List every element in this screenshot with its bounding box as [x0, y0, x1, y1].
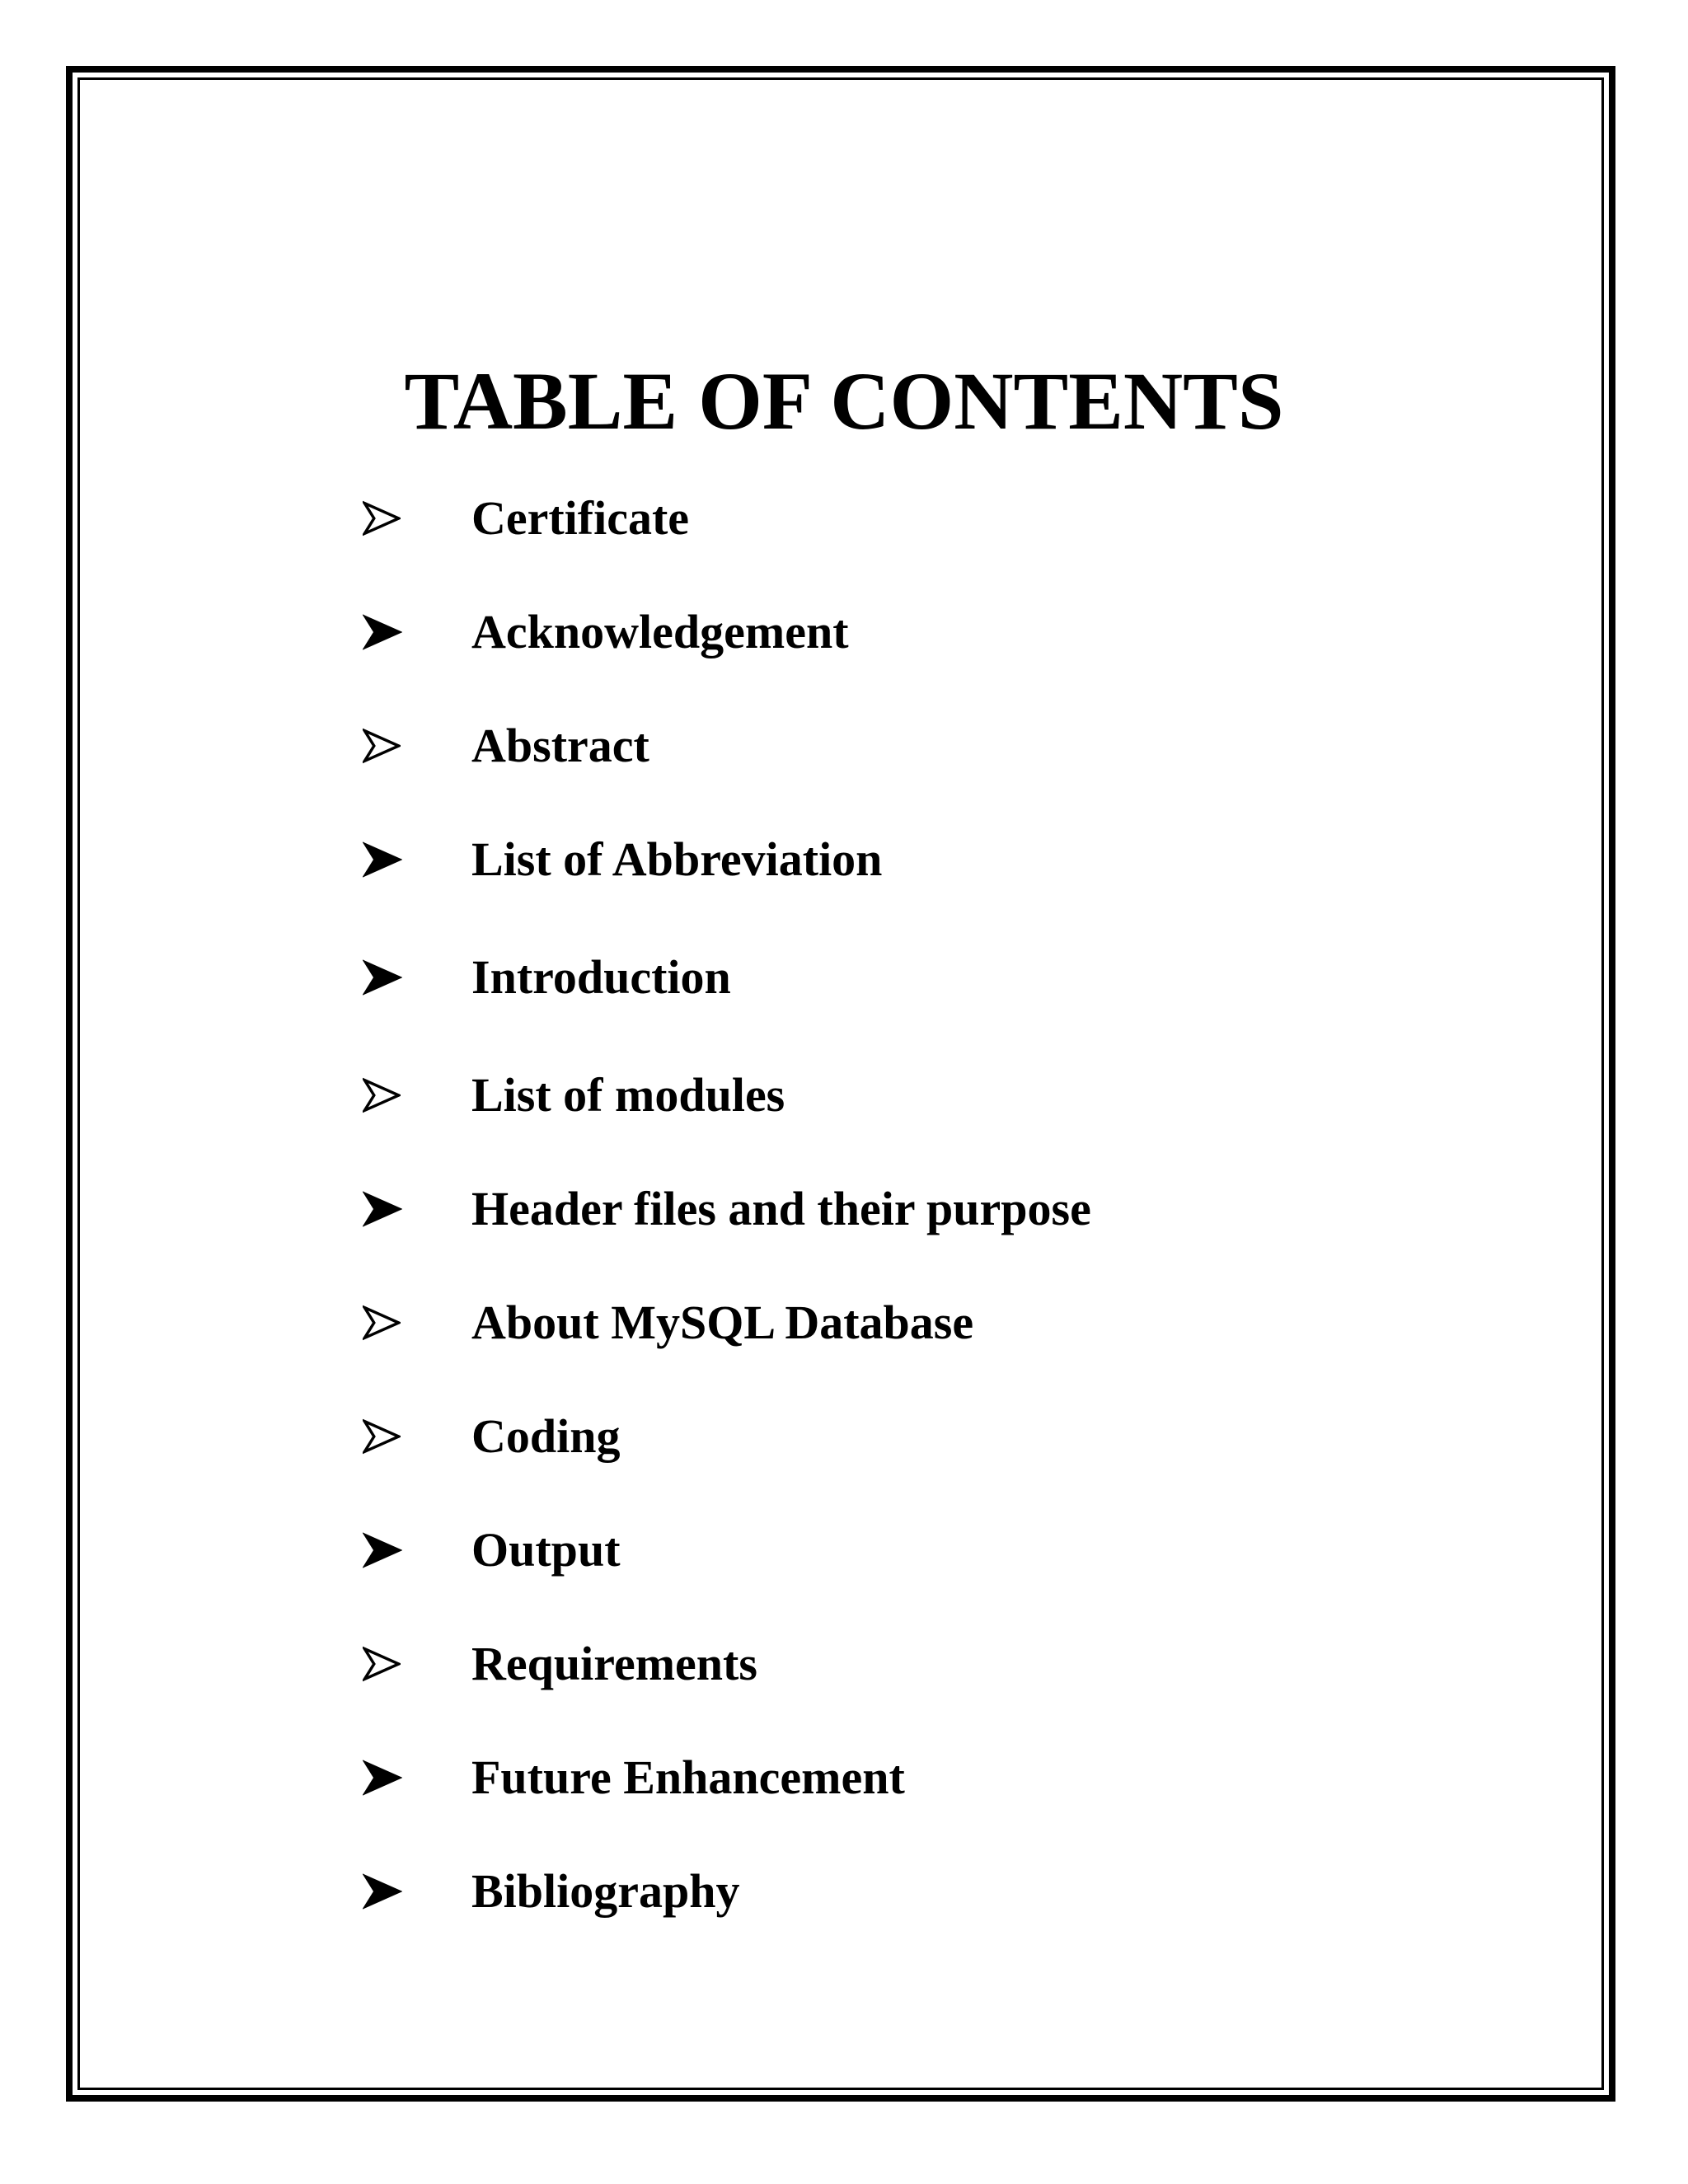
- arrowhead-bullet-icon: [363, 1872, 471, 1911]
- arrowhead-bullet-icon: [363, 1189, 471, 1229]
- toc-item-label: List of modules: [471, 1068, 785, 1122]
- toc-item-coding: [363, 1380, 1517, 1493]
- toc-item-label: Output: [471, 1523, 621, 1577]
- toc-item-label: Certificate: [471, 491, 690, 545]
- toc-item-bibliography: [363, 1835, 1517, 1948]
- arrowhead-bullet-icon: [363, 612, 471, 652]
- toc-item-future-enhancement: [363, 1721, 1517, 1835]
- arrowhead-bullet-icon: [363, 1418, 471, 1455]
- toc-item-requirements: [363, 1607, 1517, 1721]
- arrowhead-bullet-icon: [363, 958, 471, 997]
- toc-item-list-of-modules: [363, 1038, 1517, 1152]
- toc-item-abstract: [363, 689, 1517, 803]
- toc-item-label: Coding: [471, 1409, 621, 1463]
- arrowhead-bullet-icon: [363, 840, 471, 879]
- toc-item-about-mysql: [363, 1266, 1517, 1380]
- toc-item-label: Abstract: [471, 719, 649, 772]
- toc-item-label: Bibliography: [471, 1864, 740, 1918]
- toc-item-label: Future Enhancement: [471, 1750, 905, 1804]
- toc-item-label: Requirements: [471, 1637, 757, 1690]
- arrowhead-bullet-icon: [363, 499, 471, 537]
- toc-item-acknowledgement: [363, 575, 1517, 689]
- toc-item-list-of-abbreviation: [363, 803, 1517, 916]
- toc-item-header-files: [363, 1152, 1517, 1266]
- toc-item-certificate: [363, 462, 1517, 575]
- toc-item-introduction: [363, 916, 1517, 1038]
- page-title: TABLE OF CONTENTS: [404, 355, 1284, 447]
- toc-list: [363, 462, 1517, 1948]
- arrowhead-bullet-icon: [363, 727, 471, 765]
- toc-item-label: List of Abbreviation: [471, 832, 883, 886]
- toc-item-label: About MySQL Database: [471, 1296, 974, 1349]
- arrowhead-bullet-icon: [363, 1530, 471, 1570]
- toc-item-label: Header files and their purpose: [471, 1182, 1091, 1235]
- toc-item-label: Introduction: [471, 950, 731, 1004]
- toc-item-label: Acknowledgement: [471, 605, 849, 658]
- arrowhead-bullet-icon: [363, 1758, 471, 1797]
- arrowhead-bullet-icon: [363, 1304, 471, 1342]
- toc-item-output: [363, 1493, 1517, 1607]
- arrowhead-bullet-icon: [363, 1076, 471, 1114]
- arrowhead-bullet-icon: [363, 1645, 471, 1683]
